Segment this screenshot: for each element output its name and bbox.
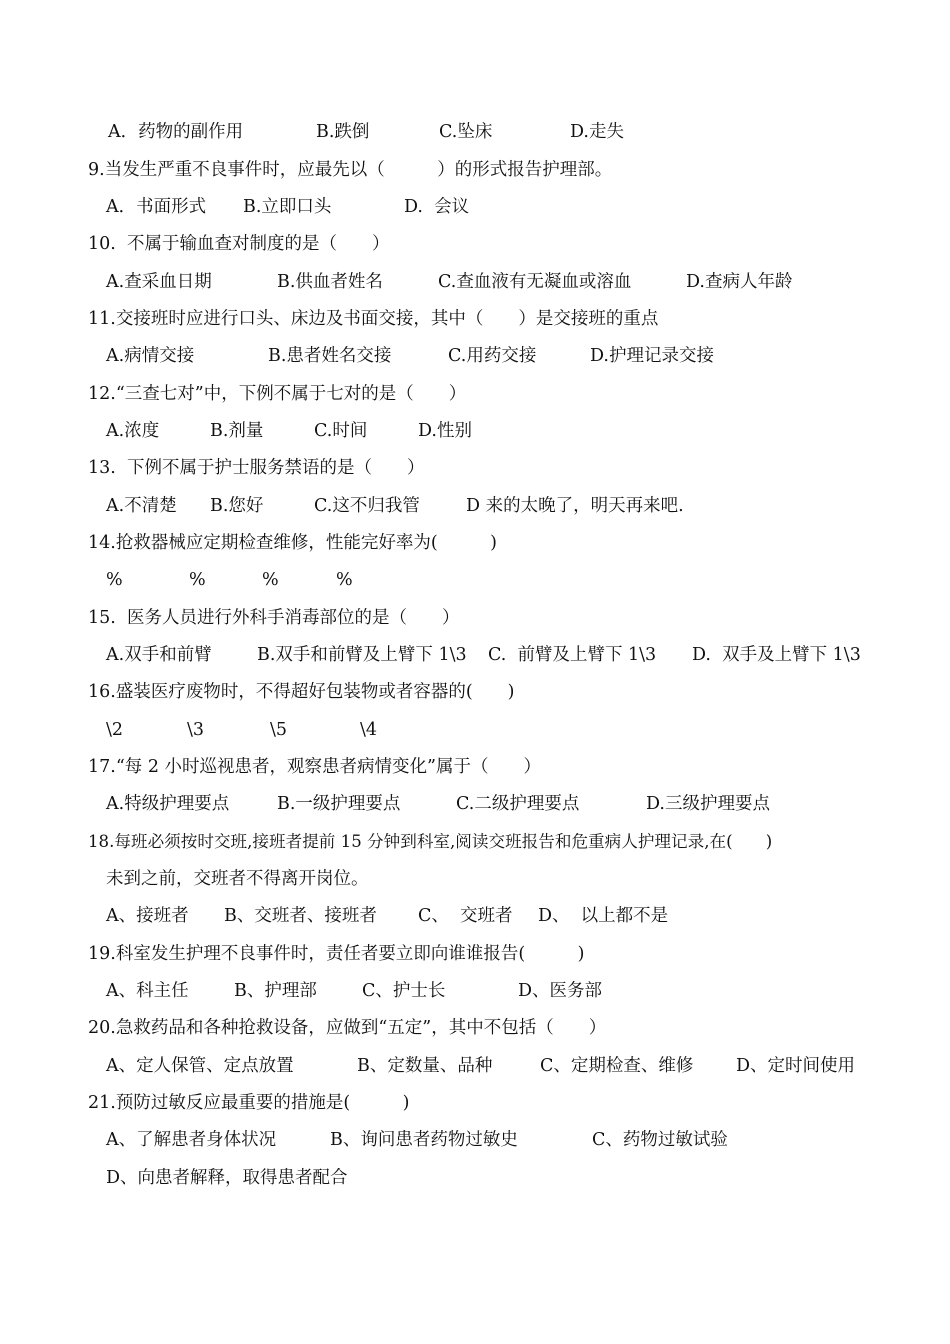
option-c: C.查血液有无凝血或溶血 <box>438 272 632 292</box>
option-b: B.患者姓名交接 <box>268 346 392 366</box>
question-text: 9.当发生严重不良事件时，应最先以（ ）的形式报告护理部。 <box>88 160 613 180</box>
option-d: D.性别 <box>418 421 472 441</box>
option-a: A.特级护理要点 <box>106 794 230 814</box>
question-21 <box>0 1090 410 1116</box>
option-a: A.不清楚 <box>106 496 177 516</box>
option-b: B.立即口头 <box>243 197 332 217</box>
options-q9 <box>0 194 470 220</box>
question-11 <box>0 306 659 332</box>
option-d: \4 <box>360 720 378 740</box>
options-q17 <box>0 791 770 817</box>
question-20 <box>0 1015 607 1041</box>
option-a: A．书面形式 <box>106 197 207 217</box>
options-q19 <box>0 978 603 1004</box>
option-b: B.您好 <box>210 496 264 516</box>
question-text: 10. 不属于输血查对制度的是（ ） <box>88 234 390 254</box>
option-a: A.浓度 <box>106 421 160 441</box>
question-text: 18.每班必须按时交班,接班者提前 15 分钟到科室,阅读交班报告和危重病人护理记录,在( ) <box>88 832 773 851</box>
option-c: % <box>262 570 279 590</box>
question-18-continued <box>0 866 369 892</box>
question-text: 15. 医务人员进行外科手消毒部位的是（ ） <box>88 608 460 628</box>
option-a: A.病情交接 <box>106 346 195 366</box>
option-b: B、定数量、品种 <box>357 1056 493 1076</box>
question-13 <box>0 455 425 481</box>
option-d: % <box>336 570 353 590</box>
options-q21-continued <box>0 1165 348 1191</box>
question-text: 14.抢救器械应定期检查维修，性能完好率为( ) <box>88 533 497 553</box>
question-17 <box>0 754 541 780</box>
question-text: 未到之前，交班者不得离开岗位。 <box>106 869 369 889</box>
question-16 <box>0 679 515 705</box>
question-text: 20.急救药品和各种抢救设备，应做到“五定”，其中不包括（ ） <box>88 1018 607 1038</box>
options-q16 <box>0 717 378 743</box>
option-d: D.护理记录交接 <box>590 346 714 366</box>
options-q13 <box>0 493 684 519</box>
question-19 <box>0 941 585 967</box>
option-b: B、交班者、接班者 <box>224 906 377 926</box>
question-text: 12.“三查七对”中，下例不属于七对的是（ ） <box>88 384 467 404</box>
option-a: A、定人保管、定点放置 <box>106 1056 294 1076</box>
option-d: D 来的太晚了，明天再来吧. <box>466 496 684 516</box>
option-a: A、接班者 <box>106 906 189 926</box>
option-c: C.坠床 <box>439 122 493 142</box>
option-a: A.查采血日期 <box>106 272 212 292</box>
question-9 <box>0 157 613 183</box>
option-a: \2 <box>106 720 124 740</box>
option-b: B.双手和前臂及上臂下 1\3 <box>257 645 467 665</box>
option-b: B.供血者姓名 <box>277 272 383 292</box>
option-c: C.时间 <box>314 421 368 441</box>
option-d: D、定时间使用 <box>736 1056 856 1076</box>
option-a: A、了解患者身体状况 <box>106 1130 277 1150</box>
options-q8 <box>0 119 624 145</box>
option-b: B.剂量 <box>210 421 264 441</box>
option-d: D. 双手及上臂下 1\3 <box>692 645 861 665</box>
options-q10 <box>0 269 793 295</box>
option-c: C、定期检查、维修 <box>540 1056 694 1076</box>
options-q14 <box>0 567 353 593</box>
question-12 <box>0 381 467 407</box>
option-c: C.二级护理要点 <box>456 794 580 814</box>
question-18 <box>0 829 773 855</box>
option-a: A、科主任 <box>106 981 189 1001</box>
option-d: D.走失 <box>570 122 624 142</box>
option-c: C、 交班者 <box>418 906 513 926</box>
question-10 <box>0 231 390 257</box>
question-text: 11.交接班时应进行口头、床边及书面交接，其中（ ）是交接班的重点 <box>88 309 659 329</box>
option-d: D.三级护理要点 <box>646 794 770 814</box>
option-b: % <box>189 570 206 590</box>
question-text: 17.“每 2 小时巡视患者，观察患者病情变化”属于（ ） <box>88 757 541 777</box>
question-15 <box>0 605 460 631</box>
options-q21 <box>0 1127 728 1153</box>
question-text: 13. 下例不属于护士服务禁语的是（ ） <box>88 458 425 478</box>
option-b: B、护理部 <box>234 981 317 1001</box>
option-d: D、向患者解释，取得患者配合 <box>106 1168 348 1188</box>
option-b: B.一级护理要点 <box>277 794 401 814</box>
question-text: 21.预防过敏反应最重要的措施是( ) <box>88 1093 410 1113</box>
option-b: B、询问患者药物过敏史 <box>330 1130 518 1150</box>
option-b: B.跌倒 <box>316 122 370 142</box>
question-14 <box>0 530 497 556</box>
option-d: D、 以上都不是 <box>538 906 669 926</box>
options-q15 <box>0 642 861 668</box>
option-c: C、药物过敏试验 <box>592 1130 728 1150</box>
option-c: C、护士长 <box>362 981 446 1001</box>
option-c: C.这不归我管 <box>314 496 420 516</box>
option-a: % <box>106 570 123 590</box>
options-q12 <box>0 418 472 444</box>
options-q20 <box>0 1053 856 1079</box>
option-a: A.双手和前臂 <box>106 645 212 665</box>
options-q18 <box>0 903 669 929</box>
option-b: \3 <box>187 720 205 740</box>
options-q11 <box>0 343 714 369</box>
option-d: D、医务部 <box>518 981 603 1001</box>
option-c: \5 <box>270 720 288 740</box>
option-c: C.用药交接 <box>448 346 537 366</box>
question-text: 16.盛装医疗废物时，不得超好包装物或者容器的( ) <box>88 682 515 702</box>
question-text: 19.科室发生护理不良事件时，责任者要立即向谁谁报告( ) <box>88 944 585 964</box>
option-d: D.查病人年龄 <box>686 272 793 292</box>
option-c: C. 前臂及上臂下 1\3 <box>488 645 657 665</box>
option-a: A．药物的副作用 <box>108 122 244 142</box>
option-d: D. 会议 <box>404 197 470 217</box>
